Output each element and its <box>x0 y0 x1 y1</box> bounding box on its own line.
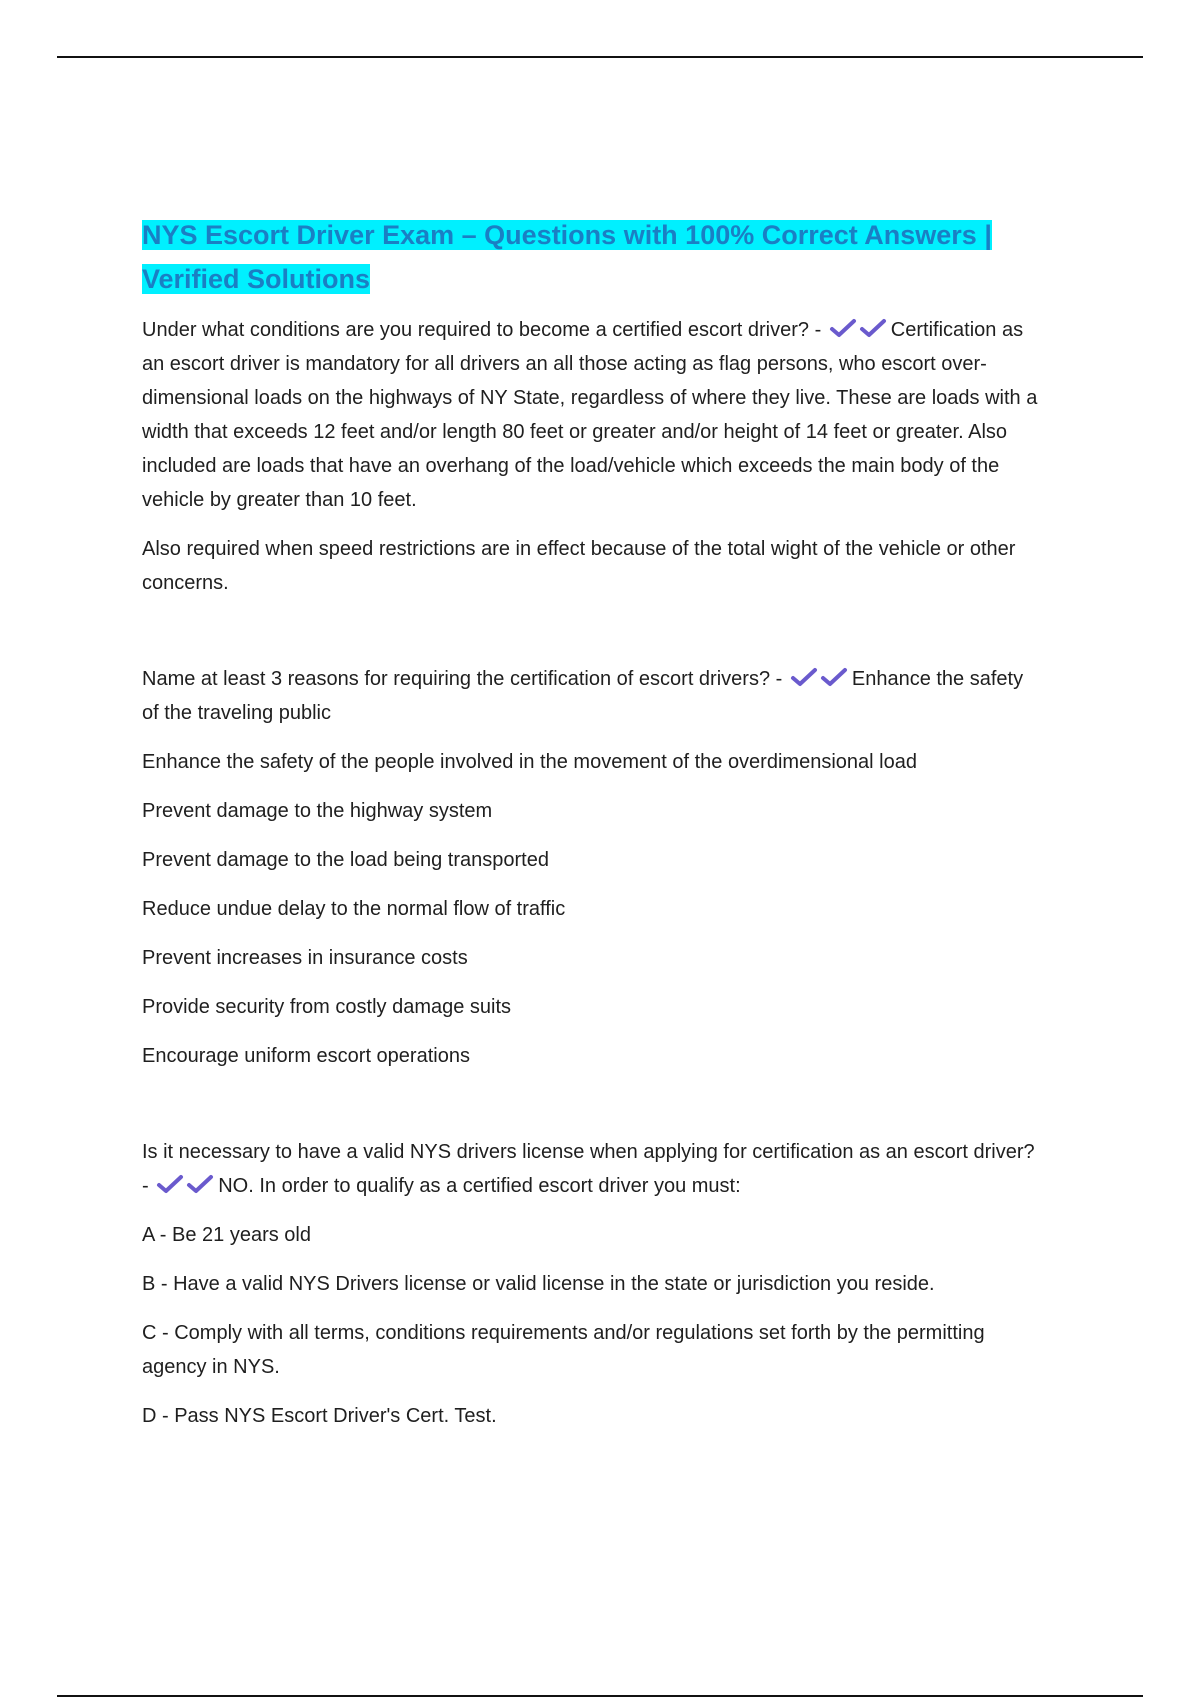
q3-paragraph <box>142 1135 1042 1203</box>
q2-item: Prevent damage to the load being transported <box>142 849 549 871</box>
double-checkmark-icon <box>829 317 889 339</box>
q2-item: Enhance the safety of the people involved in the movement of the overdimensional load <box>142 751 917 773</box>
q2-paragraph <box>142 662 1042 730</box>
q3-item: D - Pass NYS Escort Driver's Cert. Test. <box>142 1405 497 1427</box>
double-checkmark-icon <box>790 666 850 688</box>
q3-answer: NO. In order to qualify as a certified escort driver you must: <box>218 1175 741 1197</box>
q3-item: C - Comply with all terms, conditions requirements and/or regulations set forth by the permitting agency in NYS. <box>142 1322 985 1378</box>
q2-item: Prevent damage to the highway system <box>142 800 493 822</box>
q2-item: Prevent increases in insurance costs <box>142 947 468 969</box>
q3-item: B - Have a valid NYS Drivers license or valid license in the state or jurisdiction you reside. <box>142 1273 935 1295</box>
q3-item: A - Be 21 years old <box>142 1224 311 1246</box>
q1-answer: Certification as an escort driver is mandatory for all drivers an all those acting as flag persons, who escort over-dimensional loads on the highways of NY State, regardless of where they live. These are loads with a width that exceeds 12 feet and/or length 80 feet or greater and/or height of 14 feet or greater. Also included are loads that have an overhang of the load/vehicle which exceeds the main body of the vehicle by greater than 10 feet. <box>142 319 1038 511</box>
q1-extra: Also required when speed restrictions are in effect because of the total wight of the vehicle or other concerns. <box>142 538 1016 594</box>
double-checkmark-icon <box>156 1173 216 1195</box>
document-title: NYS Escort Driver Exam – Questions with 100% Correct Answers | Verified Solutions <box>142 220 992 294</box>
q2-answer: Enhance the safety of the traveling public <box>142 668 1024 724</box>
footer-rule <box>57 1695 1143 1697</box>
q1-paragraph <box>142 313 1042 517</box>
q2-item: Encourage uniform escort operations <box>142 1045 470 1067</box>
q1-question: Under what conditions are you required to become a certified escort driver? - <box>142 319 822 341</box>
document-body <box>142 213 1042 1448</box>
q2-item: Provide security from costly damage suits <box>142 996 512 1018</box>
q2-question: Name at least 3 reasons for requiring the certification of escort drivers? - <box>142 668 783 690</box>
q2-item: Reduce undue delay to the normal flow of traffic <box>142 898 566 920</box>
q3-question: Is it necessary to have a valid NYS drivers license when applying for certification as an escort driver? - <box>142 1141 1035 1197</box>
header-rule <box>57 56 1143 58</box>
